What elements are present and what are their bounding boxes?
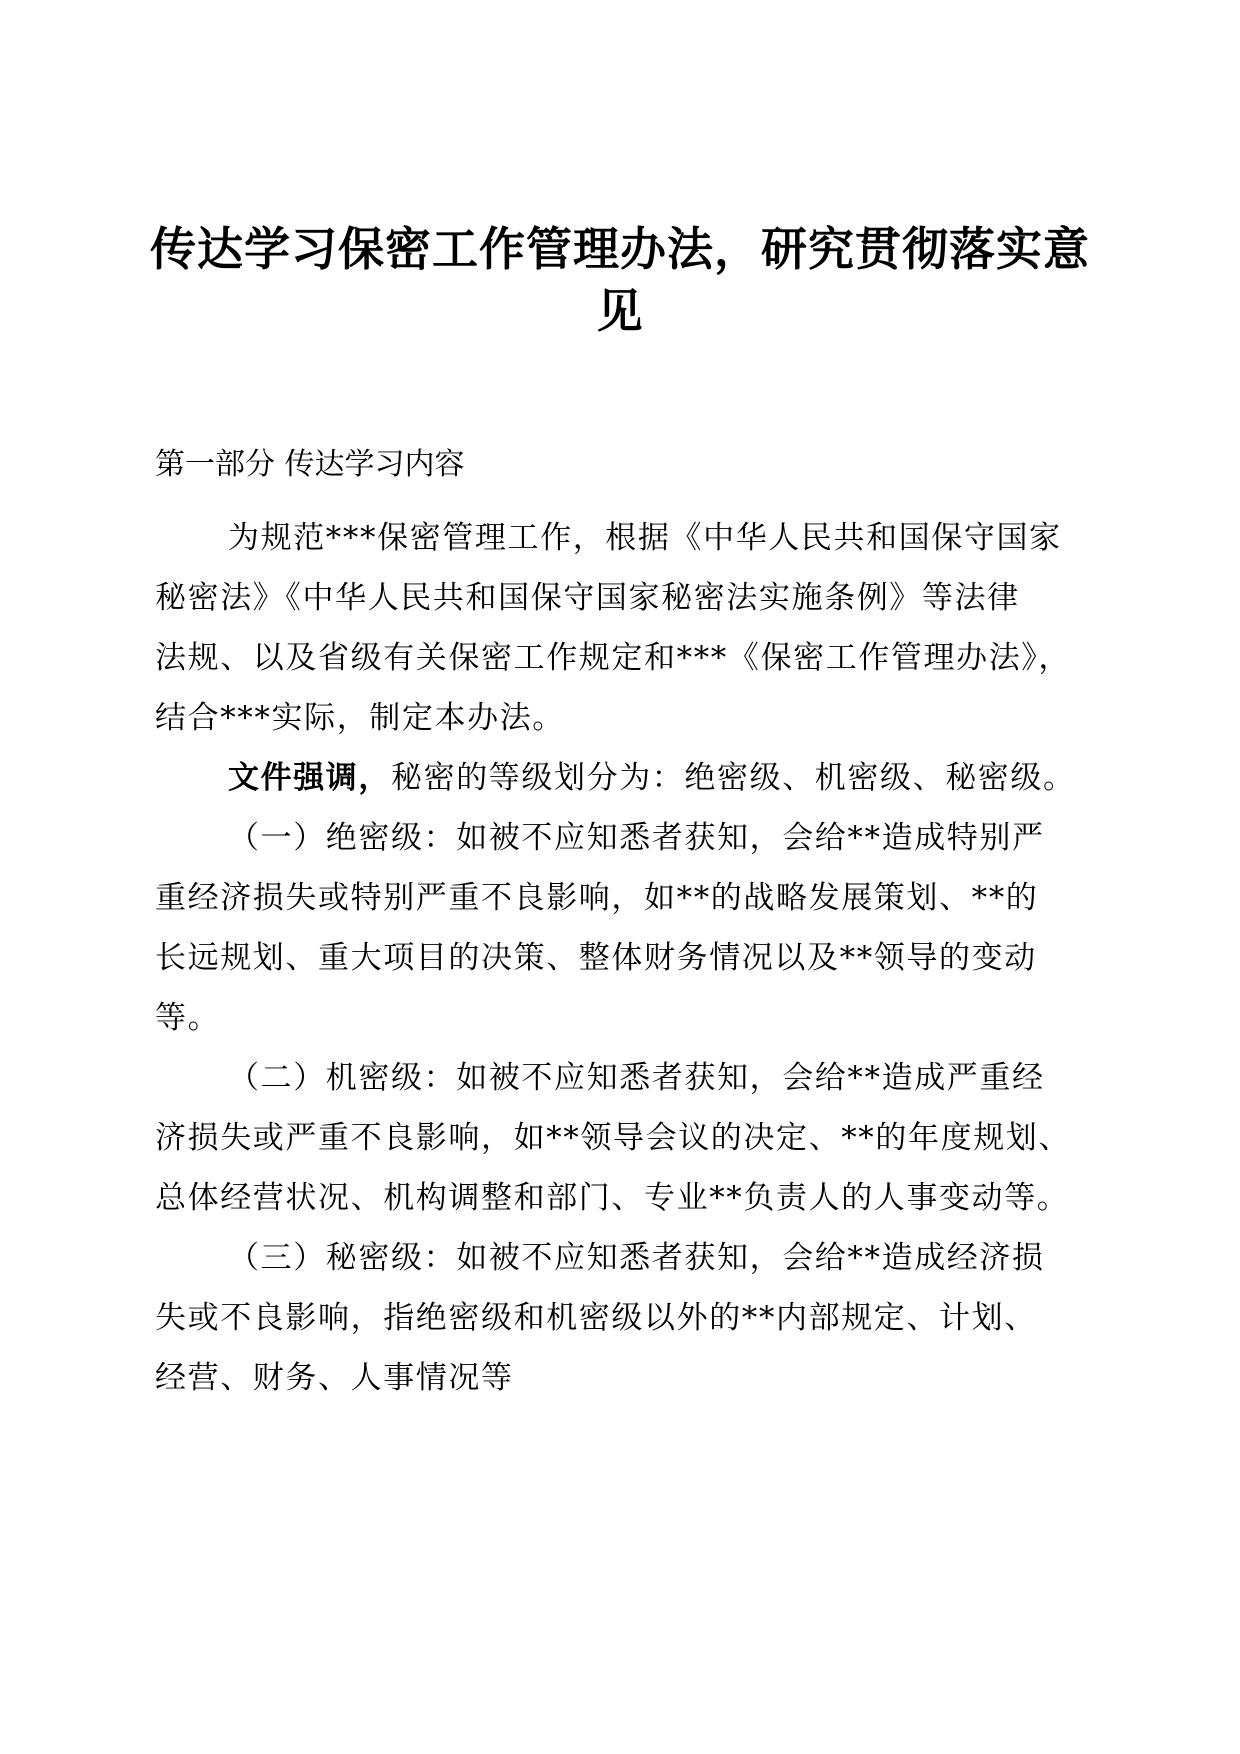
level2-line-1: （二）机密级：如被不应知悉者获知，会给**造成严重经 bbox=[228, 1060, 1045, 1096]
level1-line-3: 长远规划、重大项目的决策、整体财务情况以及**领导的变动 bbox=[155, 940, 1037, 976]
level1-line-2: 重经济损失或特别严重不良影响，如**的战略发展策划、**的 bbox=[155, 880, 1039, 916]
intro-line-2: 秘密法》《中华人民共和国保守国家秘密法实施条例》等法律 bbox=[155, 580, 1020, 616]
emphasis-label: 文件强调， bbox=[228, 760, 391, 796]
emphasis-text: 秘密的等级划分为：绝密级、机密级、秘密级。 bbox=[391, 760, 1076, 796]
section-heading: 第一部分 传达学习内容 bbox=[155, 447, 465, 482]
level3-line-1: （三）秘密级：如被不应知悉者获知，会给**造成经济损 bbox=[228, 1240, 1045, 1276]
level3-line-2: 失或不良影响，指绝密级和机密级以外的**内部规定、计划、 bbox=[155, 1300, 1037, 1336]
intro-line-1: 为规范***保密管理工作，根据《中华人民共和国保守国家 bbox=[228, 520, 1062, 556]
level2-line-2: 济损失或严重不良影响，如**领导会议的决定、**的年度规划、 bbox=[155, 1120, 1071, 1156]
level3-line-3: 经营、财务、人事情况等 bbox=[155, 1360, 514, 1396]
document-title-line-1: 传达学习保密工作管理办法，研究贯彻落实意 bbox=[150, 222, 1090, 276]
level1-line-1: （一）绝密级：如被不应知悉者获知，会给**造成特别严 bbox=[228, 820, 1045, 856]
level2-line-3: 总体经营状况、机构调整和部门、专业**负责人的人事变动等。 bbox=[155, 1180, 1070, 1216]
emphasis-paragraph bbox=[228, 758, 1076, 798]
document-title-line-2: 见 bbox=[596, 284, 644, 338]
level1-line-4: 等。 bbox=[155, 1000, 221, 1036]
intro-line-4: 结合***实际，制定本办法。 bbox=[155, 700, 565, 736]
intro-line-3: 法规、以及省级有关保密工作规定和***《保密工作管理办法》， bbox=[155, 640, 1071, 676]
